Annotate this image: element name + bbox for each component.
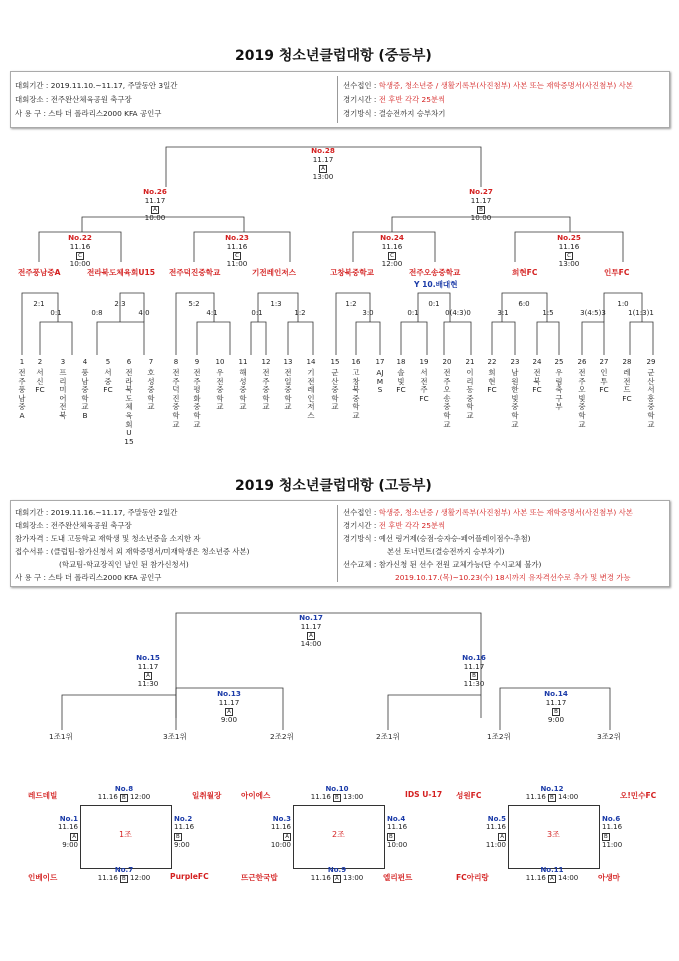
score: 3:0 — [362, 309, 374, 317]
score: 3(4:5)3 — [580, 309, 606, 317]
match-number: No.12 — [540, 785, 564, 793]
team-number: 24 — [532, 358, 542, 366]
match-schedule: 11.16 B 12:00 — [97, 874, 151, 883]
team-number: 4 — [82, 358, 88, 366]
match-no22: No.22 11.16 C 10:00 — [68, 233, 92, 269]
team-number: 14 — [306, 358, 316, 366]
score: 0:1 — [428, 300, 440, 308]
score: 1:2 — [294, 309, 306, 317]
score: 4:0 — [138, 309, 150, 317]
advanced-team: 고창북중학교 — [330, 268, 375, 277]
group-team: 뜨근한국밥 — [241, 873, 278, 882]
group-match-right: No.4 11.16 B 10:00 — [387, 815, 421, 849]
advanced-team: 전라북도체육회U15 — [87, 268, 156, 277]
group-match-right: No.6 11.16 B 11:00 — [602, 815, 636, 849]
team-name: 전북FC — [532, 368, 542, 395]
team-name: 서전주FC — [419, 368, 429, 403]
score: 1:0 — [617, 300, 629, 308]
team-number: 29 — [646, 358, 656, 366]
high-info-qualification: 참가자격 : 도내 고등학교 재학생 및 청소년증을 소지한 자 — [15, 534, 201, 543]
group-match-top — [301, 785, 373, 802]
match-number: No.1 — [59, 815, 78, 823]
group-team: 아이에스 — [241, 791, 271, 800]
bracket-slot: 2조1위 — [376, 732, 400, 741]
high-info-box — [10, 500, 670, 587]
match-no16: No.16 11.17 B 11:30 — [462, 653, 486, 689]
team-name: 전일중학교 — [284, 368, 292, 412]
score: 0:1 — [407, 309, 419, 317]
match-number: No.3 — [272, 815, 291, 823]
team-number: 17 — [375, 358, 385, 366]
score: 1(1:3)1 — [628, 309, 654, 317]
match-number: No.7 — [114, 866, 134, 874]
team-name: 전주풍남중A — [18, 368, 26, 420]
high-info-venue: 대회장소 : 전주완산체육공원 축구장 — [15, 521, 132, 530]
bracket-slot: 3조2위 — [597, 732, 621, 741]
team-name: 레전드FC — [622, 368, 632, 403]
bracket-slot: 1조2위 — [487, 732, 511, 741]
advanced-team: 희현FC — [512, 268, 538, 277]
team-number: 6 — [126, 358, 132, 366]
team-number: 3 — [60, 358, 66, 366]
team-name: 서중FC — [103, 368, 113, 395]
team-name: 해성중학교 — [239, 368, 247, 412]
team-number: 27 — [599, 358, 609, 366]
middle-info-ball: 사 용 구 : 스타 더 폴라리스2000 KFA 공인구 — [15, 109, 162, 118]
team-name: 호성중학교 — [147, 368, 155, 412]
score: 0:1 — [251, 309, 263, 317]
match-no15: No.15 11.17 A 11:30 — [136, 653, 160, 689]
group-team: 레드데빌 — [28, 791, 58, 800]
team-name: 전주덕진중학교 — [172, 368, 180, 429]
team-name: 전주중학교 — [262, 368, 270, 412]
bracket-slot: 2조2위 — [270, 732, 294, 741]
team-number: 12 — [261, 358, 271, 366]
high-info-period: 대회기간 : 2019.11.16.~11.17, 주말동안 2일간 — [15, 508, 178, 517]
high-info-method-final: 본선 토너먼트(결승전까지 승부차기) — [387, 547, 505, 556]
team-number: 28 — [622, 358, 632, 366]
advanced-team: 인투FC — [604, 268, 630, 277]
advanced-team: 전주풍남중A — [18, 268, 61, 277]
team-number: 8 — [173, 358, 179, 366]
team-name: 기전레인저스 — [307, 368, 315, 420]
score: 2:3 — [114, 300, 126, 308]
score: 2:1 — [33, 300, 45, 308]
match-number: No.9 — [327, 866, 347, 874]
group-match-top — [88, 785, 160, 802]
group-match-bottom — [516, 866, 588, 883]
team-number: 1 — [19, 358, 25, 366]
middle-info-eligibility: 선수접인 : 학생증, 청소년증 / 생활기록부(사진첨부) 사본 또는 재학증명서(사진첨부) 사본 — [343, 81, 633, 90]
team-name: 남원한빛중학교 — [511, 368, 519, 429]
team-name: 군산중학교 — [331, 368, 339, 412]
team-number: 22 — [487, 358, 497, 366]
group-label: 2조 — [332, 830, 345, 839]
team-name: 이리동중학교 — [466, 368, 474, 420]
team-number: 13 — [283, 358, 293, 366]
bracket-slot: 3조1위 — [163, 732, 187, 741]
high-info-documents: 접수서류 : (클럽팀-참가신청서 외 재학증명서/미재학생은 청소년증 사본) — [15, 547, 250, 556]
score: 0:1 — [50, 309, 62, 317]
team-number: 21 — [465, 358, 475, 366]
team-number: 18 — [396, 358, 406, 366]
card-note: Y 10.배대현 — [414, 280, 458, 289]
group-match-left: No.3 11.16 A 10:00 — [257, 815, 291, 849]
match-schedule: 11.16 A 13:00 — [310, 874, 364, 883]
group-team: FC아리랑 — [456, 873, 489, 882]
team-number: 26 — [577, 358, 587, 366]
group-match-right: No.2 11.16 B 9:00 — [174, 815, 208, 849]
team-name: 희현FC — [487, 368, 497, 395]
team-name: 고창북중학교 — [352, 368, 360, 420]
team-number: 11 — [238, 358, 248, 366]
team-name: 인투FC — [599, 368, 609, 395]
team-number: 20 — [442, 358, 452, 366]
match-number: No.11 — [540, 866, 564, 874]
score: 1:5 — [542, 309, 554, 317]
score: 1:3 — [270, 300, 282, 308]
bracket-slot: 1조1위 — [49, 732, 73, 741]
team-name: 전주평화중학교 — [193, 368, 201, 429]
team-name: 솔빛FC — [396, 368, 406, 395]
team-name: 풍남중학교B — [81, 368, 89, 420]
group-team: 인베이드 — [28, 873, 58, 882]
advanced-team: 전주오송중학교 — [409, 268, 461, 277]
score: 5:2 — [188, 300, 200, 308]
score: 1:2 — [345, 300, 357, 308]
team-name: 서신FC — [35, 368, 45, 395]
group-team: 오!민수FC — [620, 791, 657, 800]
team-number: 5 — [105, 358, 111, 366]
high-info-eligibility: 선수접인 : 학생증, 청소년증 / 생활기록부(사진첨부) 사본 또는 재학증명서(사진첨부) 사본 — [343, 508, 633, 517]
high-info-ball: 사 용 구 : 스타 더 폴라리스2000 KFA 공인구 — [15, 573, 162, 582]
group-team: 엘리펀트 — [383, 873, 413, 882]
team-number: 10 — [215, 358, 225, 366]
score: 6:0 — [518, 300, 530, 308]
match-number: No.2 — [174, 815, 193, 823]
match-number: No.4 — [387, 815, 406, 823]
match-no14: No.14 11.17 B 9:00 — [544, 689, 568, 725]
team-name: 전주오빛중학교 — [578, 368, 586, 429]
team-number: 23 — [510, 358, 520, 366]
match-no25: No.25 11.16 C 13:00 — [557, 233, 581, 269]
advanced-team: 기전레인저스 — [252, 268, 297, 277]
group-team: 아생마 — [598, 873, 621, 882]
team-number: 25 — [554, 358, 564, 366]
group-team: PurpleFC — [170, 872, 209, 881]
middle-info-time: 경기시간 : 전 후반 각각 25분씩 — [343, 95, 446, 104]
match-schedule: 11.16 B 14:00 — [525, 793, 579, 802]
group-team: 성원FC — [456, 791, 482, 800]
middle-title: 2019 청소년클럽대항 (중등부) — [235, 48, 432, 64]
group-label: 1조 — [119, 830, 132, 839]
group-match-top — [516, 785, 588, 802]
team-name: AJMS — [376, 368, 384, 395]
team-name: 군산서흥중학교 — [647, 368, 655, 429]
match-number: No.5 — [487, 815, 506, 823]
middle-info-period: 대회기간 : 2019.11.10.~11.17, 주말동안 3일간 — [15, 81, 178, 90]
high-info-method: 경기방식 : 예선 링거제(승점-승자승-페어플레이점수-추첨) — [343, 534, 531, 543]
score: 4:1 — [206, 309, 218, 317]
group-match-bottom — [88, 866, 160, 883]
match-no26: No.26 11.17 A 10:00 — [143, 187, 167, 223]
high-info-substitution: 선수교체 : 참가신청 된 선수 전원 교체가능(단 수시교체 불가) — [343, 560, 542, 569]
group-label: 3조 — [547, 830, 560, 839]
match-no13: No.13 11.17 A 9:00 — [217, 689, 241, 725]
match-no23: No.23 11.16 C 11:00 — [225, 233, 249, 269]
middle-info-venue: 대회장소 : 전주완산체육공원 축구장 — [15, 95, 132, 104]
team-name: 우전중학교 — [216, 368, 224, 412]
team-name: 프리미어전북 — [59, 368, 67, 420]
group-team: 일취월장 — [192, 791, 222, 800]
group-team: IDS U-17 — [405, 790, 443, 799]
match-no17: No.17 11.17 A 14:00 — [299, 613, 323, 649]
match-number: No.8 — [114, 785, 134, 793]
team-number: 2 — [37, 358, 43, 366]
match-schedule: 11.16 A 14:00 — [525, 874, 579, 883]
match-no28: No.28 11.17 A 13:00 — [311, 146, 335, 182]
team-number: 15 — [330, 358, 340, 366]
group-match-left: No.5 11.16 A 11:00 — [472, 815, 506, 849]
group-match-bottom — [301, 866, 373, 883]
advanced-team: 전주덕진중학교 — [169, 268, 221, 277]
match-number: No.6 — [602, 815, 621, 823]
score: 0(4:3)0 — [445, 309, 471, 317]
team-number: 19 — [419, 358, 429, 366]
match-no27: No.27 11.17 B 10:00 — [469, 187, 493, 223]
match-no24: No.24 11.16 C 12:00 — [380, 233, 404, 269]
team-name: 우림축구부 — [555, 368, 563, 412]
high-info-documents-school: (학교팀-학교장직인 날인 된 참가신청서) — [59, 560, 189, 569]
match-schedule: 11.16 B 12:00 — [97, 793, 151, 802]
match-schedule: 11.16 B 13:00 — [310, 793, 364, 802]
high-info-time: 경기시간 : 전 후반 각각 25분씩 — [343, 521, 446, 530]
match-number: No.10 — [325, 785, 349, 793]
team-number: 9 — [194, 358, 200, 366]
high-info-registration: 2019.10.17.(목)~10.23(수) 18시까지 유자격선수로 추가 및 변경 가능 — [395, 573, 631, 582]
team-name: 전주오송중학교 — [443, 368, 451, 429]
high-title: 2019 청소년클럽대항 (고등부) — [235, 478, 432, 494]
score: 0:8 — [91, 309, 103, 317]
middle-info-method: 경기방식 : 결승전까지 승부차기 — [343, 109, 446, 118]
team-number: 16 — [351, 358, 361, 366]
score: 3:1 — [497, 309, 509, 317]
team-number: 7 — [148, 358, 154, 366]
team-name: 전라북도체육회U15 — [124, 368, 134, 446]
group-match-left: No.1 11.16 A 9:00 — [44, 815, 78, 849]
